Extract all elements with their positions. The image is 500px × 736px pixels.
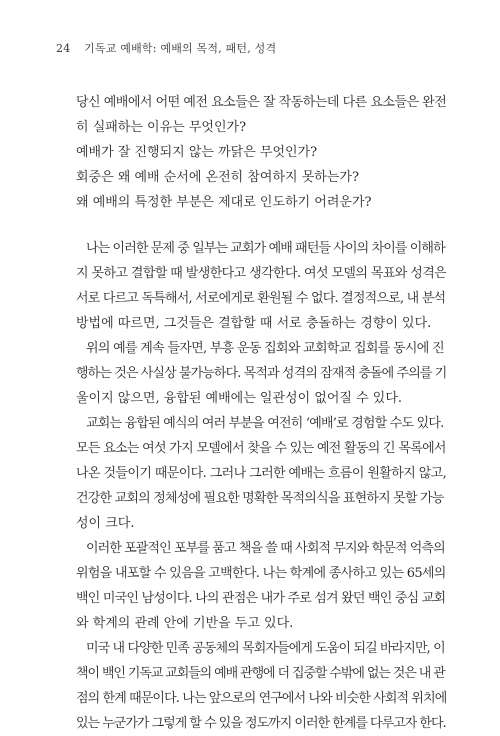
- text-line: 방법에 따르면, 그것들은 결합할 때 서로 충돌하는 경향이 있다.: [76, 316, 432, 331]
- running-header: [56, 40, 276, 56]
- text-line: 백인 미국인 남성이다. 나의 관점은 내가 주로 섬겨 왔던 백인 중심 교회: [76, 591, 446, 606]
- text-line: 이러한 포괄적인 포부를 품고 책을 쓸 때 사회적 무지와 학문적 억측의: [86, 541, 445, 556]
- text-line: 울이지 않으면, 융합된 예배에는 일관성이 없어질 수 있다.: [76, 391, 403, 406]
- text-line: 행하는 것은 사실상 불가능하다. 목적과 성격의 잠재적 충돌에 주의를 기: [76, 366, 446, 381]
- text-line: 와 학계의 관례 안에 기반을 두고 있다.: [76, 616, 294, 631]
- question-line: 히 실패하는 이유는 무엇인가?: [76, 120, 247, 135]
- question-line: 예배가 잘 진행되지 않는 까닭은 무엇인가?: [76, 145, 318, 160]
- text-line: 점의 한계 때문이다. 나는 앞으로의 연구에서 나와 비슷한 사회적 위치에: [76, 691, 446, 706]
- text-line: 나는 이러한 문제 중 일부는 교회가 예배 패턴들 사이의 차이를 이해하: [86, 241, 445, 256]
- text-line: 건강한 교회의 정체성에 필요한 명확한 목적의식을 표현하지 못할 가능: [76, 491, 444, 506]
- text-line: 책이 백인 기독교 교회들의 예배 관행에 더 집중할 수밖에 없는 것은 내 관: [76, 666, 445, 681]
- text-line: 나온 것들이기 때문이다. 그러나 그러한 예배는 흐름이 원활하지 않고,: [76, 466, 446, 481]
- question-line: 당신 예배에서 어떤 예전 요소들은 잘 작동하는데 다른 요소들은 완전: [76, 95, 447, 110]
- book-title: 기독교 예배학: 예배의 목적, 패턴, 성격: [84, 42, 277, 55]
- text-line: 위의 예를 계속 들자면, 부흥 운동 집회와 교회학교 집회를 동시에 진: [86, 341, 444, 356]
- text-line: 지 못하고 결합할 때 발생한다고 생각한다. 여섯 모델의 목표와 성격은: [76, 266, 446, 281]
- body-text: [76, 236, 446, 736]
- question-line: 왜 예배의 특정한 부분은 제대로 인도하기 어려운가?: [76, 195, 372, 210]
- text-line: 성이 크다.: [76, 516, 135, 531]
- text-line: 서로 다르고 독특해서, 서로에게로 환원될 수 없다. 결정적으로, 내 분석: [76, 291, 446, 306]
- text-line: 교회는 융합된 예식의 여러 부분을 여전히 ‘예배’로 경험할 수도 있다.: [86, 416, 444, 431]
- text-line: 모든 요소는 여섯 가지 모델에서 찾을 수 있는 예전 활동의 긴 목록에서: [76, 441, 446, 456]
- question-list: [76, 90, 446, 215]
- text-line: 있는 누군가가 그렇게 할 수 있을 정도까지 이러한 한계를 다루고자 한다.: [76, 716, 446, 731]
- text-line: 미국 내 다양한 민족 공동체의 목회자들에게 도움이 되길 바라지만, 이: [86, 641, 445, 656]
- text-line: 위험을 내포할 수 있음을 고백한다. 나는 학계에 종사하고 있는 65세의: [76, 566, 446, 581]
- question-line: 회중은 왜 예배 순서에 온전히 참여하지 못하는가?: [76, 170, 359, 185]
- page-number: 24: [56, 42, 71, 55]
